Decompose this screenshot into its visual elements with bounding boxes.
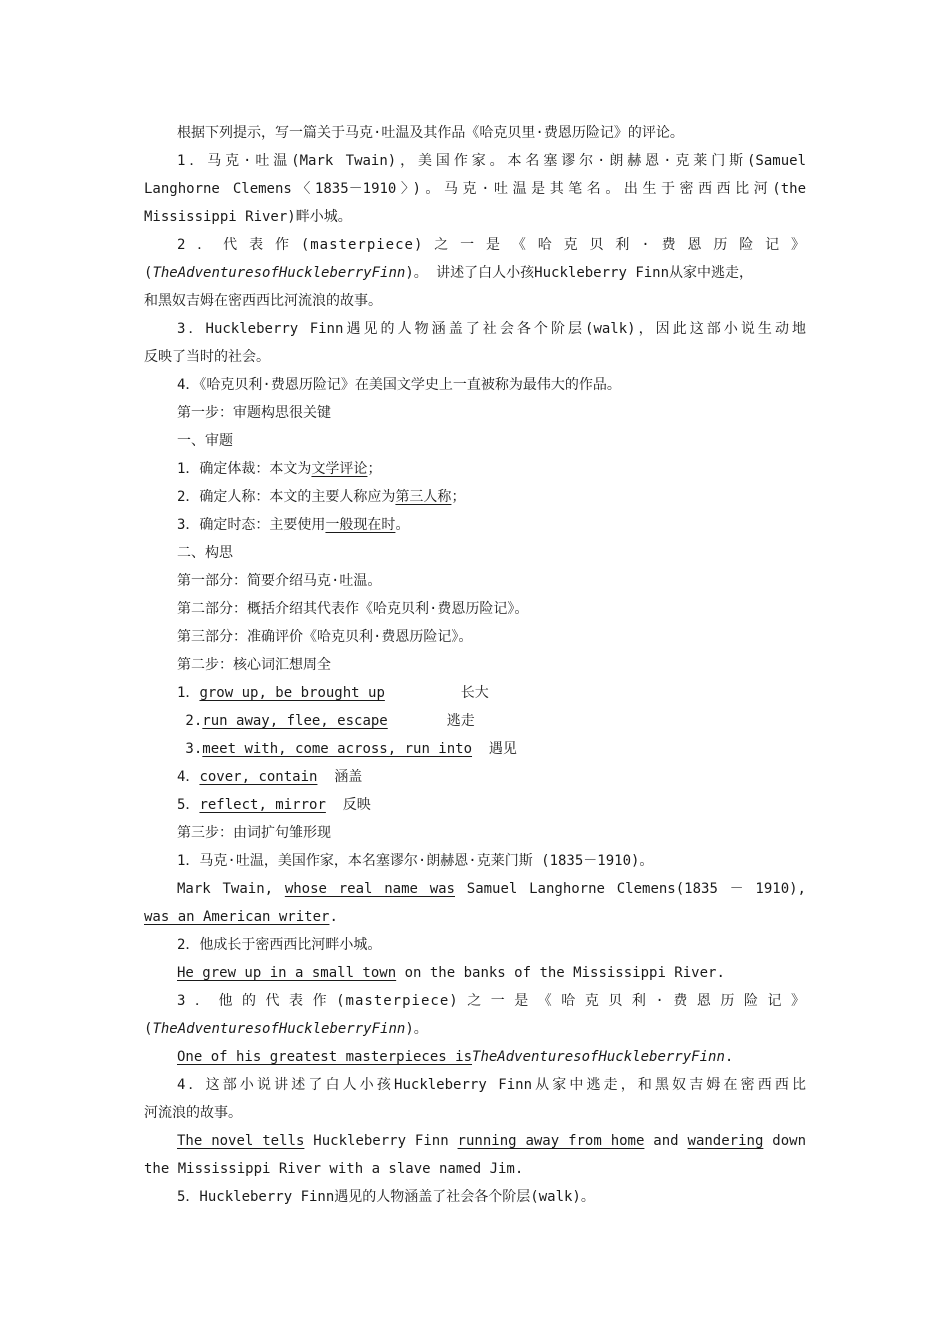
genre-punct: ； xyxy=(367,461,382,477)
answer-span: whose real name was xyxy=(284,881,455,897)
hint-3-line-2: 反映了当时的社会。 xyxy=(144,349,270,365)
book-title: TheAdventuresofHuckleberryFinn xyxy=(472,1049,725,1065)
sentence-3-chinese-line-1: 3．他的代表作(masterpiece)之一是《哈克贝利·费恩历险记》 xyxy=(177,993,806,1009)
sentence-3-english xyxy=(177,1043,806,1071)
text-span: . xyxy=(724,1049,734,1065)
person-label: 2．确定人称：本文的主要人称应为 xyxy=(177,489,396,505)
vocab-item xyxy=(177,763,806,791)
vocab-item xyxy=(177,735,806,763)
vocab-num: 4． xyxy=(177,769,200,785)
person-punct: ； xyxy=(451,489,466,505)
vocab-chinese: 反映 xyxy=(342,797,371,813)
section-outline: 二、构思 xyxy=(177,545,233,561)
text-span: and xyxy=(644,1133,688,1149)
answer-span: One of his greatest masterpieces is xyxy=(177,1049,473,1065)
person-answer: 第三人称 xyxy=(395,489,452,505)
outline-part-1: 第一部分：简要介绍马克·吐温。 xyxy=(177,573,382,589)
sentence-1-english-line-1 xyxy=(177,875,806,903)
text-span: . xyxy=(329,909,338,925)
tense-answer: 一般现在时 xyxy=(325,517,396,533)
open-paren: ( xyxy=(144,1021,153,1037)
hint-2-line-2-rest: )。 讲述了白人小孩Huckleberry Finn从家中逃走， xyxy=(405,265,754,281)
open-paren: ( xyxy=(144,265,153,281)
genre-item xyxy=(177,455,806,483)
vocab-chinese: 涵盖 xyxy=(334,769,363,785)
sentence-4-english-line-2: the Mississippi River with a slave named Jim. xyxy=(144,1161,524,1177)
sentence-3-chinese-line-2 xyxy=(144,1015,806,1043)
tense-punct: 。 xyxy=(395,517,410,533)
vocab-gap xyxy=(472,741,489,757)
genre-answer: 文学评论 xyxy=(311,461,368,477)
vocab-num: 3. xyxy=(177,741,203,757)
vocab-gap xyxy=(326,797,343,813)
text-span: Samuel Langhorne Clemens(1835 － 1910), xyxy=(455,881,806,897)
hint-4: 4．《哈克贝利·费恩历险记》在美国文学史上一直被称为最伟大的作品。 xyxy=(177,377,621,393)
hint-2-line-3: 和黑奴吉姆在密西西比河流浪的故事。 xyxy=(144,293,382,309)
vocab-english: meet with, come across, run into xyxy=(202,741,473,757)
vocab-num: 5． xyxy=(177,797,200,813)
book-title: TheAdventuresofHuckleberryFinn xyxy=(152,1021,406,1037)
text-span: on the banks of the Mississippi River. xyxy=(396,965,725,981)
genre-label: 1．确定体裁：本文为 xyxy=(177,461,312,477)
vocab-gap xyxy=(388,713,447,729)
sentence-4-chinese-line-2: 河流浪的故事。 xyxy=(144,1105,242,1121)
tense-item xyxy=(177,511,806,539)
hint-1-line-2: Langhorne Clemens〈1835－1910〉)。马克·吐温是其笔名。出生于密西西比河(the xyxy=(144,181,806,197)
answer-span: He grew up in a small town xyxy=(177,965,397,981)
sentence-1-chinese: 1．马克·吐温，美国作家，本名塞谬尔·朗赫恩·克莱门斯 (1835－1910)。 xyxy=(177,853,654,869)
sentence-2-chinese: 2．他成长于密西西比河畔小城。 xyxy=(177,937,382,953)
text-span: Huckleberry Finn xyxy=(304,1133,458,1149)
answer-span: The novel tells xyxy=(177,1133,305,1149)
person-item xyxy=(177,483,806,511)
hint-1-line-1: 1．马克·吐温(Mark Twain)，美国作家。本名塞谬尔·朗赫恩·克莱门斯(Samuel xyxy=(177,153,806,169)
step-3-title: 第三步：由词扩句雏形现 xyxy=(177,825,331,841)
text-span: Mark Twain, xyxy=(177,881,285,897)
hint-2-line-2 xyxy=(144,259,806,287)
section-analysis: 一、审题 xyxy=(177,433,233,449)
sentence-2-english xyxy=(177,959,806,987)
vocab-gap xyxy=(317,769,334,785)
vocab-num: 2. xyxy=(177,713,203,729)
outline-part-3: 第三部分：准确评价《哈克贝利·费恩历险记》。 xyxy=(177,629,473,645)
vocab-chinese: 逃走 xyxy=(446,713,475,729)
hint-2-line-1: 2．代表作(masterpiece)之一是《哈克贝利·费恩历险记》 xyxy=(177,237,806,253)
text-span: down xyxy=(763,1133,806,1149)
answer-span: wandering xyxy=(687,1133,764,1149)
hint-1-line-3: Mississippi River)畔小城。 xyxy=(144,209,352,225)
vocab-english: reflect, mirror xyxy=(199,797,326,813)
book-title: TheAdventuresofHuckleberryFinn xyxy=(152,265,406,281)
answer-span: running away from home xyxy=(457,1133,645,1149)
step-1-title: 第一步：审题构思很关键 xyxy=(177,405,331,421)
vocab-num: 1． xyxy=(177,685,200,701)
vocab-chinese: 遇见 xyxy=(488,741,517,757)
vocab-chinese: 长大 xyxy=(460,685,489,701)
text-span: )。 xyxy=(405,1021,428,1037)
vocab-item xyxy=(177,679,806,707)
vocab-gap xyxy=(385,685,461,701)
hint-3-line-1: 3．Huckleberry Finn遇见的人物涵盖了社会各个阶层(walk)，因此这部小说生动地 xyxy=(177,321,806,337)
sentence-4-english-line-1 xyxy=(177,1127,806,1155)
answer-span: was an American writer xyxy=(144,909,330,925)
tense-label: 3．确定时态：主要使用 xyxy=(177,517,326,533)
sentence-4-chinese-line-1: 4．这部小说讲述了白人小孩Huckleberry Finn从家中逃走，和黑奴吉姆在密西西比 xyxy=(177,1077,806,1093)
vocab-english: grow up, be brought up xyxy=(199,685,385,701)
sentence-1-english-line-2 xyxy=(144,903,806,931)
sentence-5-chinese: 5．Huckleberry Finn遇见的人物涵盖了社会各个阶层(walk)。 xyxy=(177,1189,595,1205)
prompt-intro: 根据下列提示，写一篇关于马克·吐温及其作品《哈克贝里·费恩历险记》的评论。 xyxy=(177,125,684,141)
vocab-english: run away, flee, escape xyxy=(202,713,388,729)
vocab-english: cover, contain xyxy=(199,769,318,785)
step-2-title: 第二步：核心词汇想周全 xyxy=(177,657,331,673)
vocab-item xyxy=(177,791,806,819)
vocab-item xyxy=(177,707,806,735)
outline-part-2: 第二部分：概括介绍其代表作《哈克贝利·费恩历险记》。 xyxy=(177,601,529,617)
